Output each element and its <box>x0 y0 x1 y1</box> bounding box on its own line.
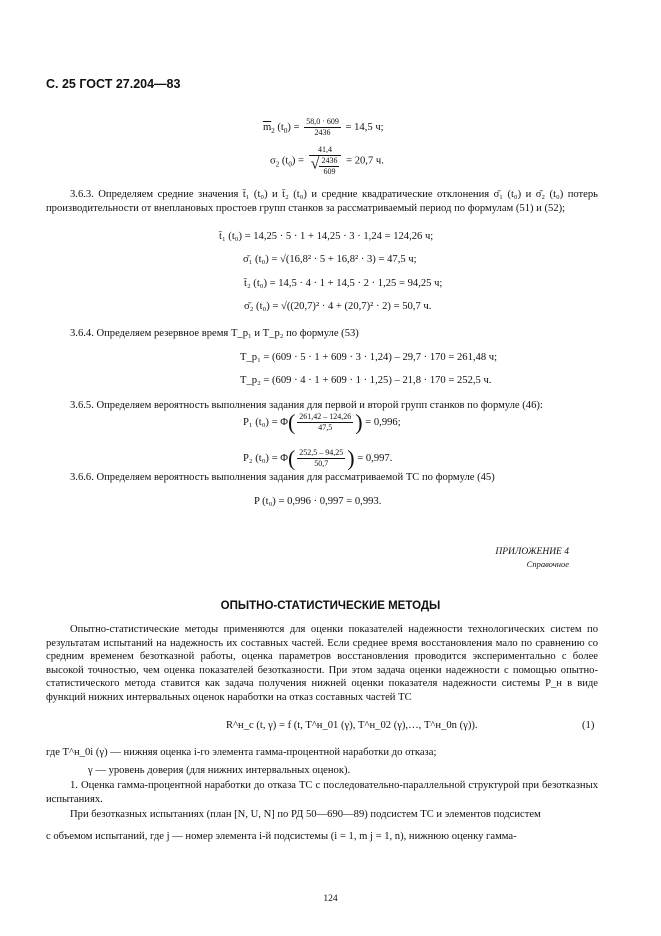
appendix-sub: Справочное <box>526 559 569 569</box>
eq363-line2: σ̄₁ (t₀) = √(16,8² · 5 + 16,8² · 3) = 47,5 ч; <box>243 254 417 265</box>
eq366: P (t₀) = 0,996 · 0,997 = 0,993. <box>254 496 382 507</box>
s2-den-a: 2436 <box>321 156 338 165</box>
eq363-line1: t̄₁ (t₀) = 14,25 · 5 · 1 + 14,25 · 3 · 1,24 = 124,26 ч; <box>219 231 434 242</box>
p1-result: = 0,996; <box>365 416 401 428</box>
formula-s2: $\sigma_2$ $(t_0)$ = 41,4 √ $\frac{2436}{609}$ = 20,7 ч. <box>270 145 384 176</box>
intro-paragraph: Опытно-статистические методы применяются для оценки показателей надежности технологических систем по результатам испытаний на надежность их составных частей. Если среднее время восстановления мало по сравнению со средним временем безотказной работы, оценка параметров восстановления проводится экспериментально с более высокой точностью, чем оценка показателей безотказности. При этом задача оценки надежности с помощью опытно-статистического метода ставится как задача получения нижней оценки показателя надежности системы P_н в виде функций нижних интервальных оценок наработки на отказ составных частей ТС <box>46 624 598 703</box>
m2-result: = 14,5 ч; <box>345 121 384 133</box>
p1-numerator: 261,42 – 124,26 <box>299 412 352 421</box>
paragraph-3-6-6: 3.6.6. Определяем вероятность выполнения задания для рассматриваемой ТС по формуле (45) <box>70 472 495 483</box>
p1-lhs: P₁ (t₀) = Φ <box>243 416 288 428</box>
eq364-line2: T_р₂ = (609 · 4 · 1 + 609 · 1 · 1,25) – 21,8 · 170 = 252,5 ч. <box>240 375 492 386</box>
last-paragraph-b: с объемом испытаний, где j — номер элемента i-й подсистемы (i = 1, m j = 1, n), нижнюю оценку гамма- <box>46 831 517 842</box>
paragraph-3-6-3: 3.6.3. Определяем средние значения t̄₁ (t₀) и t̄₂ (t₀) и средние квадратические отклонения σ̄₁ (t₀) и σ̄₂ (t₀) потерь производительности от внеплановых простоев групп станков за рассматриваемый период по формулам (51) и (52); <box>46 189 598 214</box>
where-line-2: γ — уровень доверия (для нижних интервальных оценок). <box>88 765 351 776</box>
section-title: ОПЫТНО-СТАТИСТИЧЕСКИЕ МЕТОДЫ <box>220 600 441 612</box>
item-1: 1. Оценка гамма-процентной наработки до отказа ТС с последовательно-параллельной структурой при безотказных испытаниях. <box>46 780 598 805</box>
equation-1: R^н_c (t, γ) = f (t, T^н_01 (γ), T^н_02 (γ),…, T^н_0n (γ)). <box>226 720 478 731</box>
m2-denominator: 2436 <box>314 128 331 137</box>
m2-numerator: 58,0 · 609 <box>306 117 339 126</box>
where-line-1: где T^н_0i (γ) — нижняя оценка i-го элемента гамма-процентной наработки до отказа; <box>46 747 437 758</box>
page-number: 124 <box>323 894 338 904</box>
last-paragraph-a: При безотказных испытаниях (план [N, U, N] по РД 50—690—89) подсистем ТС и элементов подсистем <box>70 809 541 820</box>
s2-result: = 20,7 ч. <box>346 155 384 167</box>
appendix-label: ПРИЛОЖЕНИЕ 4 <box>495 547 569 557</box>
paragraph-3-6-5: 3.6.5. Определяем вероятность выполнения задания для первой и второй групп станков по формуле (46): <box>70 400 543 411</box>
paragraph-3-6-4: 3.6.4. Определяем резервное время T_р₁ и T_р₂ по формуле (53) <box>70 328 359 339</box>
s2-den-b: 609 <box>323 167 336 176</box>
p2-numerator: 252,5 – 94,25 <box>299 448 344 457</box>
eq363-line3: t̄₂ (t₀) = 14,5 · 4 · 1 + 14,5 · 2 · 1,25 = 94,25 ч; <box>244 278 443 289</box>
s2-numerator: 41,4 <box>309 145 342 156</box>
formula-p1: P₁ (t₀) = Φ( $\frac{261,42 - 124,26}{47,5}$ ) = 0,996; <box>243 409 401 435</box>
formula-m2: $\overline{m}_2$ $(t_0)$ = $\frac{58,0 \cdot 609}{2436}$ = 14,5 ч; <box>263 117 384 137</box>
eq364-line1: T_р₁ = (609 · 5 · 1 + 609 · 3 · 1,24) – 29,7 · 170 = 261,48 ч; <box>240 352 498 363</box>
p2-denominator: 50,7 <box>314 459 329 468</box>
page-header: С. 25 ГОСТ 27.204—83 <box>46 77 181 91</box>
p2-lhs: P₂ (t₀) = Φ <box>243 452 288 464</box>
p1-denominator: 47,5 <box>318 423 333 432</box>
equation-1-number: (1) <box>582 720 595 731</box>
p2-result: = 0,997. <box>357 452 393 464</box>
eq363-line4: σ̄₂ (t₀) = √((20,7)² · 4 + (20,7)² · 2) = 50,7 ч. <box>244 301 432 312</box>
formula-p2: P₂ (t₀) = Φ( $\frac{252,5 - 94,25}{50,7}$ ) = 0,997. <box>243 445 393 471</box>
